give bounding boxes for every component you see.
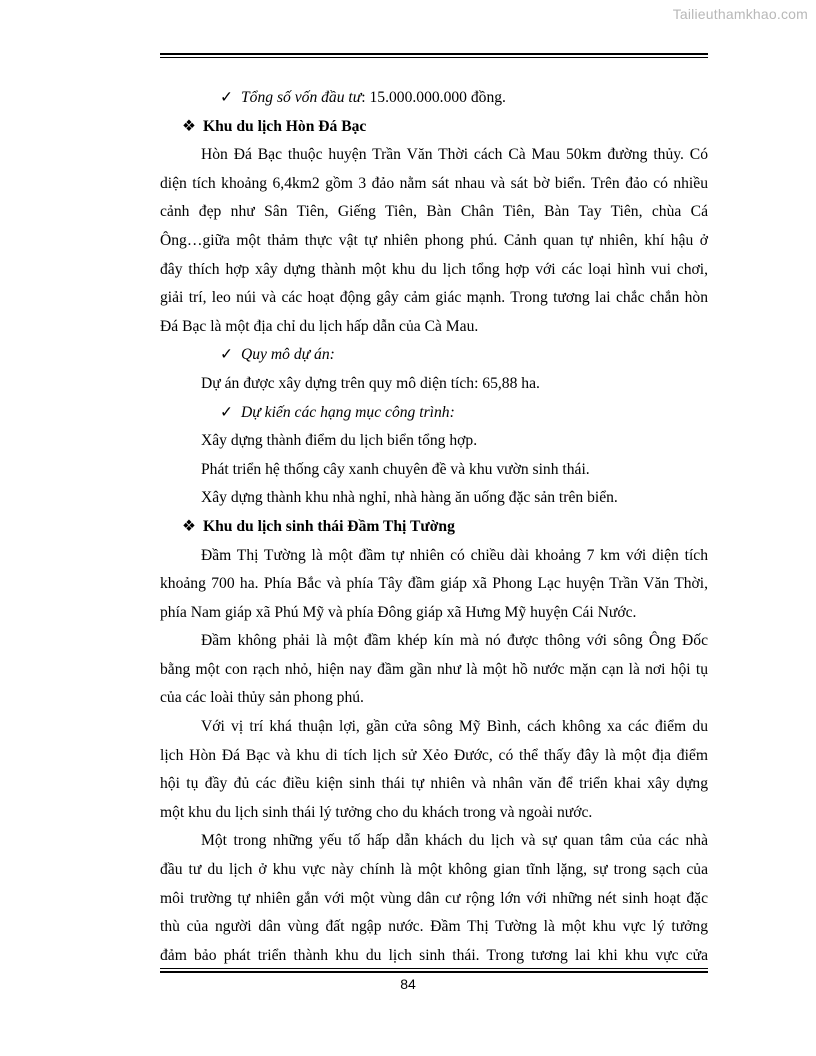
paragraph-line: Xây dựng thành điểm du lịch biển tổng hợp.: [201, 432, 478, 450]
paragraph-line: Đầm không phải là một đầm khép kín mà nó được thông với sông Ông Đốc: [201, 632, 708, 650]
paragraph-line: môi trường tự nhiên gắn với một vùng dân cư rộng lớn với những nét sinh hoạt đặc: [160, 889, 708, 907]
watermark-text: Tailieuthamkhao.com: [672, 6, 808, 22]
diamond-bullet-icon: ❖: [182, 117, 196, 135]
paragraph-line: khoảng 700 ha. Phía Bắc và phía Tây đầm giáp xã Phong Lạc huyện Trần Văn Thời,: [160, 575, 708, 593]
checkmark-icon: ✓: [220, 403, 234, 421]
paragraph-line: cảnh đẹp như Sân Tiên, Giếng Tiên, Bàn Chân Tiên, Bàn Tay Tiên, chùa Cá: [160, 203, 708, 221]
page-content: [160, 84, 708, 970]
section-heading-dam-thi-tuong: [160, 513, 708, 542]
paragraph-line: Đầm Thị Tường là một đầm tự nhiên có chiều dài khoảng 7 km với diện tích: [201, 546, 708, 564]
section-heading-hon-da-bac: [160, 113, 708, 142]
check-item-value: : 15.000.000.000 đồng.: [361, 89, 506, 106]
paragraph-line: Với vị trí khá thuận lợi, gần cửa sông Mỹ Bình, cách không xa các điểm du: [201, 718, 708, 736]
paragraph-line: một khu du lịch sinh thái lý tưởng cho du khách trong và ngoài nước.: [160, 803, 593, 821]
paragraph-line: Hòn Đá Bạc thuộc huyện Trần Văn Thời cách Cà Mau 50km đường thủy. Có: [201, 146, 708, 164]
paragraph-line: Phát triển hệ thống cây xanh chuyên đề và khu vườn sinh thái.: [201, 460, 590, 478]
paragraph-line: thù của người dân vùng đất ngập nước. Đầm Thị Tường là một khu vực lý tưởng: [160, 918, 708, 936]
paragraph-line: Xây dựng thành khu nhà nghỉ, nhà hàng ăn uống đặc sản trên biển.: [201, 489, 618, 507]
check-item-planned-works: [160, 399, 708, 428]
check-item-label: Quy mô dự án:: [241, 346, 335, 364]
paragraph-line: Đá Bạc là một địa chỉ du lịch hấp dẫn của Cà Mau.: [160, 317, 479, 335]
section-heading-text: Khu du lịch Hòn Đá Bạc: [203, 117, 367, 135]
section-heading-text: Khu du lịch sinh thái Đầm Thị Tường: [203, 517, 455, 535]
footer-double-rule: [160, 968, 708, 973]
paragraph-line: đầu tư du lịch ở khu vực này chính là một không gian tĩnh lặng, sự trong sạch của: [160, 861, 708, 879]
paragraph-line: đây thích hợp xây dựng thành một khu du lịch tổng hợp với các loại hình vui chơi,: [160, 260, 708, 278]
header-double-rule: [160, 53, 708, 58]
paragraph-line: Một trong những yếu tố hấp dẫn khách du lịch và sự quan tâm của các nhà: [201, 832, 708, 850]
paragraph-line: của các loài thủy sản phong phú.: [160, 689, 364, 707]
paragraph-line: Ông…giữa một thảm thực vật tự nhiên phong phú. Cảnh quan tự nhiên, khí hậu ở: [160, 231, 708, 249]
paragraph-line: giải trí, leo núi và các hoạt động gây cảm giác mạnh. Trong tương lai chắc chắn hòn: [160, 289, 708, 307]
checkmark-icon: ✓: [220, 346, 234, 364]
checkmark-icon: ✓: [220, 89, 234, 106]
diamond-bullet-icon: ❖: [182, 517, 196, 535]
page-number: 84: [400, 976, 416, 992]
paragraph-line: đảm bảo phát triển thành khu du lịch sinh thái. Trong tương lai khi khu vực cửa: [160, 946, 708, 964]
paragraph-line: phía Nam giáp xã Phú Mỹ và phía Đông giáp xã Hưng Mỹ huyện Cái Nước.: [160, 603, 637, 621]
check-item-label: Dự kiến các hạng mục công trình:: [241, 403, 455, 421]
check-item-project-scale: [160, 341, 708, 370]
check-item-label: Tổng số vốn đầu tư: [241, 89, 362, 106]
check-item-total-investment: [160, 84, 708, 113]
paragraph-line: bằng một con rạch nhỏ, hiện nay đầm gần như là một hồ nước mặn cạn là nơi hội tụ: [160, 660, 708, 678]
paragraph-line: diện tích khoảng 6,4km2 gồm 3 đảo nằm sát nhau và sát bờ biển. Trên đảo có nhiều: [160, 174, 708, 192]
paragraph-line: lịch Hòn Đá Bạc và khu di tích lịch sử Xẻo Đước, có thể thấy đây là một địa điểm: [160, 746, 708, 764]
paragraph-line: hội tụ đầy đủ các điều kiện sinh thái tự nhiên và nhân văn để triển khai xây dựng: [160, 775, 708, 793]
paragraph-line: Dự án được xây dựng trên quy mô diện tích: 65,88 ha.: [201, 374, 540, 392]
